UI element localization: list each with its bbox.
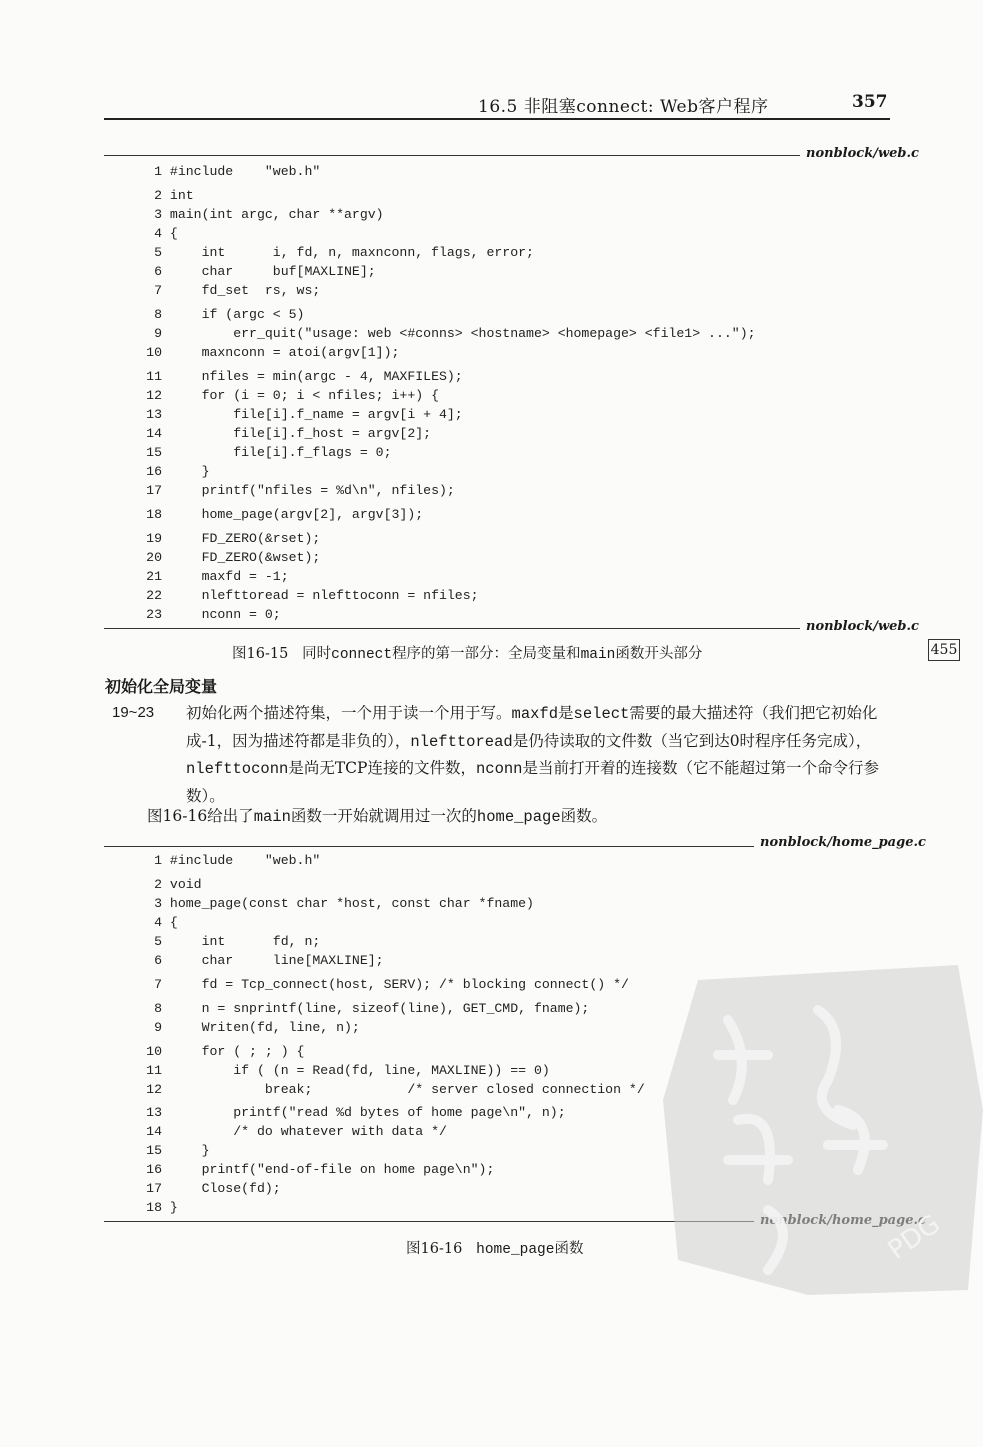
watermark-text: PDG xyxy=(882,1209,946,1266)
line-number: 16 xyxy=(146,464,162,479)
line-number: 16 xyxy=(146,1162,162,1177)
line-number: 12 xyxy=(146,1082,162,1097)
code-line xyxy=(142,875,202,894)
code-line xyxy=(142,186,194,205)
code-text: fd_set rs, ws; xyxy=(162,283,321,298)
code-text: char line[MAXLINE]; xyxy=(162,953,384,968)
line-number: 1 xyxy=(154,164,162,179)
body-paragraph xyxy=(186,700,908,809)
line-number: 15 xyxy=(146,445,162,460)
code-text: file[i].f_host = argv[2]; xyxy=(162,426,432,441)
code-text: /* do whatever with data */ xyxy=(162,1124,447,1139)
running-header-title: 16.5 非阻塞connect: Web客户程序 xyxy=(478,97,769,117)
para-text: 函数一开始就调用过一次的 xyxy=(290,807,477,825)
code-line xyxy=(142,1103,566,1122)
code-line xyxy=(142,975,629,994)
caption-code: connect xyxy=(331,647,393,663)
para-text: 是当前打开着的连接数（它不能超过第一个命令行参数）。 xyxy=(186,759,879,805)
line-number: 4 xyxy=(154,915,162,930)
caption-text: 函数开头部分 xyxy=(615,646,703,662)
caption-text: 函数 xyxy=(554,1241,584,1257)
line-number: 17 xyxy=(146,1181,162,1196)
code-line xyxy=(142,243,534,262)
code-line xyxy=(142,462,209,481)
code-text: } xyxy=(162,1200,178,1215)
figure-caption xyxy=(232,642,702,663)
code-text: int i, fd, n, maxnconn, flags, error; xyxy=(162,245,534,260)
code-line xyxy=(142,505,423,524)
code-text: printf("end-of-file on home page\n"); xyxy=(162,1162,495,1177)
para-text: 是尚无TCP连接的文件数， xyxy=(288,759,476,777)
line-number: 11 xyxy=(146,1063,162,1078)
code-line xyxy=(142,1160,494,1179)
code-line xyxy=(142,281,320,300)
file-rule-top xyxy=(104,155,800,156)
para-code: nlefttoread xyxy=(410,732,513,751)
code-line xyxy=(142,262,376,281)
line-number: 14 xyxy=(146,426,162,441)
code-line xyxy=(142,851,320,870)
line-number: 10 xyxy=(146,345,162,360)
code-text: FD_ZERO(&rset); xyxy=(162,531,321,546)
line-number: 6 xyxy=(154,264,162,279)
para-code: nlefttoconn xyxy=(186,760,289,778)
code-text: nconn = 0; xyxy=(162,607,281,622)
figure-caption-2 xyxy=(406,1237,583,1258)
code-line xyxy=(142,324,756,343)
line-range: 19~23 xyxy=(112,704,155,721)
line-number: 15 xyxy=(146,1143,162,1158)
line-number: 8 xyxy=(154,307,162,322)
code-line xyxy=(142,529,320,548)
caption-code: main xyxy=(580,647,616,663)
code-text: #include "web.h" xyxy=(162,164,321,179)
line-number: 9 xyxy=(154,1020,162,1035)
code-line xyxy=(142,162,320,181)
code-text: printf("nfiles = %d\n", nfiles); xyxy=(162,483,455,498)
code-text: void xyxy=(162,877,202,892)
code-line xyxy=(142,1122,447,1141)
code-line xyxy=(142,567,289,586)
code-line xyxy=(142,894,534,913)
code-line xyxy=(142,1042,304,1061)
para-text: 是仍待读取的文件数（当它到达0时程序任务完成）， xyxy=(512,731,872,750)
code-line xyxy=(142,343,399,362)
page-number: 357 xyxy=(852,92,888,112)
line-number: 18 xyxy=(146,1200,162,1215)
code-line xyxy=(142,424,431,443)
code-text: printf("read %d bytes of home page\n", n); xyxy=(162,1105,566,1120)
code-text: Close(fd); xyxy=(162,1181,281,1196)
para-text: 初始化两个描述符集，一个用于读一个用于写。 xyxy=(186,704,512,722)
code-text: } xyxy=(162,1143,210,1158)
code-text: if (argc < 5) xyxy=(162,307,305,322)
line-number: 22 xyxy=(146,588,162,603)
code-text: char buf[MAXLINE]; xyxy=(162,264,376,279)
code-line xyxy=(142,951,384,970)
code-text: int fd, n; xyxy=(162,934,321,949)
section-heading: 初始化全局变量 xyxy=(105,677,218,696)
code-line xyxy=(142,205,384,224)
code-text: err_quit("usage: web <#conns> <hostname> <homepage> <file1> ..."); xyxy=(162,326,756,341)
line-number: 17 xyxy=(146,483,162,498)
line-number: 20 xyxy=(146,550,162,565)
file-name-bottom: nonblock/web.c xyxy=(806,619,919,634)
code-text: file[i].f_flags = 0; xyxy=(162,445,392,460)
body-paragraph-2 xyxy=(147,804,607,826)
watermark-stamp xyxy=(658,960,983,1300)
code-text: home_page(argv[2], argv[3]); xyxy=(162,507,424,522)
code-line xyxy=(142,443,392,462)
file-rule-bottom xyxy=(104,628,800,629)
para-text: 需要的最大描述符（我们把它初始化成-1，因为描述符都是非负的）， xyxy=(186,704,878,750)
code-text: maxnconn = atoi(argv[1]); xyxy=(162,345,400,360)
code-line xyxy=(142,913,178,932)
code-line xyxy=(142,1198,178,1217)
code-text: int xyxy=(162,188,194,203)
caption-text: 同时 xyxy=(302,646,332,662)
line-number: 13 xyxy=(146,407,162,422)
line-number: 1 xyxy=(154,853,162,868)
margin-page-number: 455 xyxy=(928,639,960,661)
line-number: 5 xyxy=(154,245,162,260)
code-text: FD_ZERO(&wset); xyxy=(162,550,321,565)
code-line xyxy=(142,305,304,324)
code-text: } xyxy=(162,464,210,479)
line-number: 10 xyxy=(146,1044,162,1059)
code-text: n = snprintf(line, sizeof(line), GET_CMD, fname); xyxy=(162,1001,590,1016)
code-line xyxy=(142,1179,281,1198)
line-number: 5 xyxy=(154,934,162,949)
code-line xyxy=(142,1080,645,1099)
code-line xyxy=(142,405,463,424)
code-line xyxy=(142,999,589,1018)
code-text: #include "web.h" xyxy=(162,853,321,868)
code-text: nfiles = min(argc - 4, MAXFILES); xyxy=(162,369,463,384)
file-name-top-2: nonblock/home_page.c xyxy=(760,835,926,850)
para-code: nconn xyxy=(475,760,523,778)
code-text: break; /* server closed connection */ xyxy=(162,1082,645,1097)
caption-text: 程序的第一部分：全局变量和 xyxy=(392,646,581,662)
line-number: 18 xyxy=(146,507,162,522)
caption-label: 图16-15 xyxy=(232,646,289,662)
line-number: 12 xyxy=(146,388,162,403)
caption-label: 图16-16 xyxy=(406,1241,463,1257)
code-text: { xyxy=(162,915,178,930)
code-line xyxy=(142,1018,360,1037)
para-code: home_page xyxy=(476,808,561,826)
code-line xyxy=(142,367,463,386)
file-name-top: nonblock/web.c xyxy=(806,146,919,161)
file-rule-bottom-2 xyxy=(104,1221,754,1222)
code-text: fd = Tcp_connect(host, SERV); /* blocking connect() */ xyxy=(162,977,629,992)
code-line xyxy=(142,932,320,951)
para-text: 是 xyxy=(558,704,574,722)
code-text: { xyxy=(162,226,178,241)
line-number: 23 xyxy=(146,607,162,622)
line-number: 8 xyxy=(154,1001,162,1016)
line-number: 2 xyxy=(154,188,162,203)
line-number: 11 xyxy=(146,369,162,384)
para-code: select xyxy=(573,705,630,723)
line-number: 9 xyxy=(154,326,162,341)
line-number: 14 xyxy=(146,1124,162,1139)
line-number: 3 xyxy=(154,896,162,911)
para-code: main xyxy=(253,808,291,826)
line-number: 2 xyxy=(154,877,162,892)
code-line xyxy=(142,386,439,405)
code-line xyxy=(142,548,320,567)
caption-code: home_page xyxy=(476,1242,555,1258)
code-line xyxy=(142,224,178,243)
code-text: file[i].f_name = argv[i + 4]; xyxy=(162,407,463,422)
code-text: Writen(fd, line, n); xyxy=(162,1020,360,1035)
line-number: 7 xyxy=(154,283,162,298)
code-text: nlefttoread = nlefttoconn = nfiles; xyxy=(162,588,479,603)
para-code: maxfd xyxy=(511,705,559,723)
para-text: 图16-16给出了 xyxy=(147,807,254,825)
code-line xyxy=(142,1141,209,1160)
line-number: 4 xyxy=(154,226,162,241)
file-rule-top-2 xyxy=(104,846,754,847)
line-number: 19 xyxy=(146,531,162,546)
line-number: 6 xyxy=(154,953,162,968)
line-number: 13 xyxy=(146,1105,162,1120)
code-text: if ( (n = Read(fd, line, MAXLINE)) == 0) xyxy=(162,1063,550,1078)
code-line xyxy=(142,1061,550,1080)
header-rule xyxy=(104,118,890,120)
line-number: 7 xyxy=(154,977,162,992)
code-text: for (i = 0; i < nfiles; i++) { xyxy=(162,388,439,403)
code-line xyxy=(142,586,479,605)
code-text: main(int argc, char **argv) xyxy=(162,207,384,222)
code-line xyxy=(142,481,455,500)
code-text: home_page(const char *host, const char *fname) xyxy=(162,896,534,911)
para-text: 函数。 xyxy=(560,807,608,825)
code-text: for ( ; ; ) { xyxy=(162,1044,305,1059)
code-text: maxfd = -1; xyxy=(162,569,289,584)
line-number: 21 xyxy=(146,569,162,584)
line-number: 3 xyxy=(154,207,162,222)
code-line xyxy=(142,605,281,624)
